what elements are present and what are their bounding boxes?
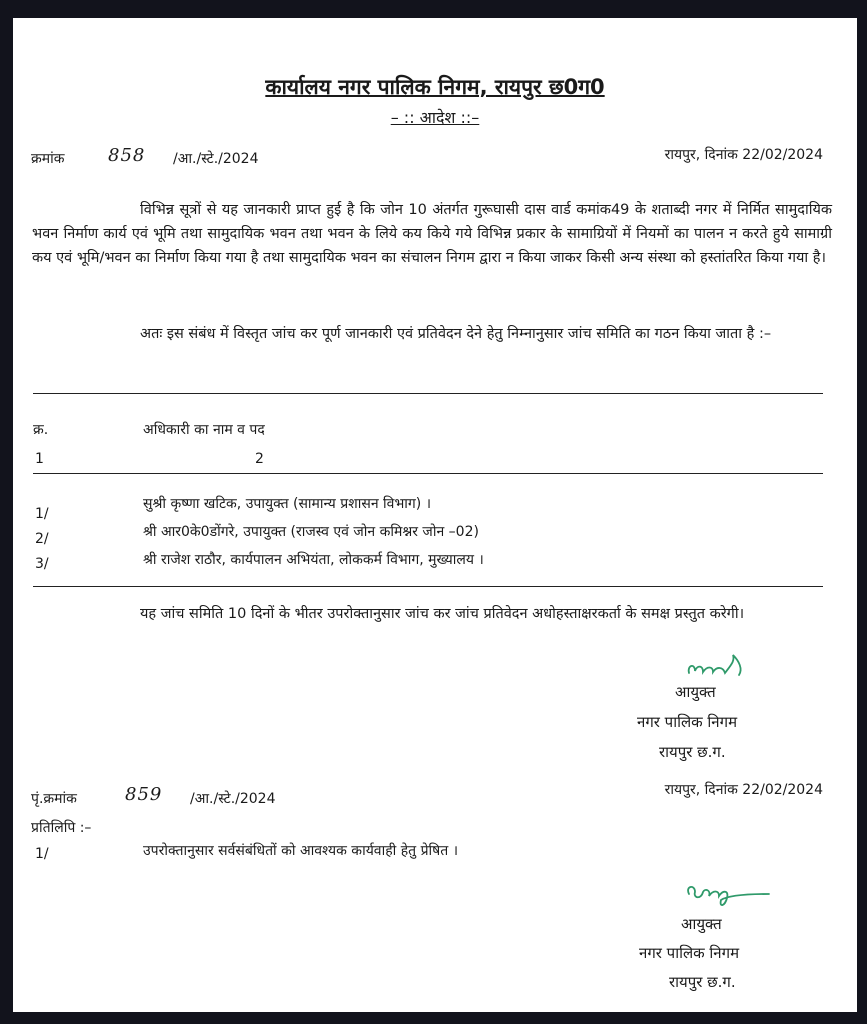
committee-member: सुश्री कृष्णा खटिक, उपायुक्त (सामान्य प्रशासन विभाग) । [143,496,432,512]
signatory-2-place: रायपुर छ.ग. [669,973,736,991]
signatory-2-office: नगर पालिक निगम [639,944,740,962]
paragraph-complaint: विभिन्न सूत्रों से यह जानकारी प्राप्त हुई है कि जोन 10 अंतर्गत गुरूघासी दास वार्ड कमांक49 के शताब्दी नगर में निर्मित सामुदायिक भवन निर्माण कार्य एवं भूमि तथा सामुदायिक भवन तथा भवन के लिये कय किये गये विभिन्न प्रकार के सामाग्रियों में नियमों का पालन न करते हुये सामाग्री कय एवं भूमि/भवन का निर्माण किया गया है तथा सामुदायिक भवन का संचालन निगम द्वारा न किया जाकर किसी अन्य संस्था को हस्तांतरित किया गया है। [32,202,832,266]
order-date: रायपुर, दिनांक 22/02/2024 [664,147,823,163]
copy-number: 859 [125,784,163,805]
copy-heading: प्रतिलिपि :– [31,820,92,836]
copy-item-number: 1/ [35,846,49,862]
signatory-1-designation: आयुक्त [675,683,716,701]
office-heading: कार्यालय नगर पालिक निगम, रायपुर छ0ग0 [265,75,605,99]
order-number-suffix: /आ./स्टे./2024 [173,151,259,167]
paragraph-deadline: यह जांच समिति 10 दिनों के भीतर उपरोक्तानुसार जांच कर जांच प्रतिवेदन अधोहस्ताक्षरकर्ता के समक्ष प्रस्तुत करेगी। [140,606,745,622]
committee-member: श्री राजेश राठौर, कार्यपालन अभियंता, लोककर्म विभाग, मुख्यालय । [143,552,484,568]
order-title: – :: आदेश ::– [390,108,480,127]
copy-number-label: पृं.क्रमांक [31,791,77,807]
order-number-label: क्रमांक [31,151,65,167]
copy-date: रायपुर, दिनांक 22/02/2024 [664,782,823,798]
table-bottom-rule [33,586,823,587]
signatory-1-office: नगर पालिक निगम [637,713,738,731]
table-header-serial: क्र. [33,422,49,438]
signature-2 [683,878,778,910]
copy-item-text: उपरोक्तानुसार सर्वसंबंधितों को आवश्यक कार्यवाही हेतु प्रेषित । [143,843,459,859]
order-number: 858 [108,145,146,166]
copy-number-suffix: /आ./स्टे./2024 [190,791,276,807]
table-column-number: 2 [255,451,264,467]
table-column-number: 1 [35,451,44,467]
committee-member: श्री आर0के0डोंगरे, उपायुक्त (राजस्व एवं जोन कमिश्नर जोन –02) [143,524,479,540]
row-number: 1/ [35,506,49,522]
paragraph-committee-intro: अतः इस संबंध में विस्तृत जांच कर पूर्ण जानकारी एवं प्रतिवेदन देने हेतु निम्नानुसार जांच समिति का गठन किया जाता है :– [140,326,772,342]
row-number: 3/ [35,556,49,572]
row-number: 2/ [35,531,49,547]
signature-1 [683,651,763,681]
table-header-rule [33,473,823,474]
signatory-2-designation: आयुक्त [681,915,722,933]
table-header-officer: अधिकारी का नाम व पद [143,422,265,438]
signatory-1-place: रायपुर छ.ग. [659,743,726,761]
table-top-rule [33,393,823,394]
order-document [13,18,857,1012]
